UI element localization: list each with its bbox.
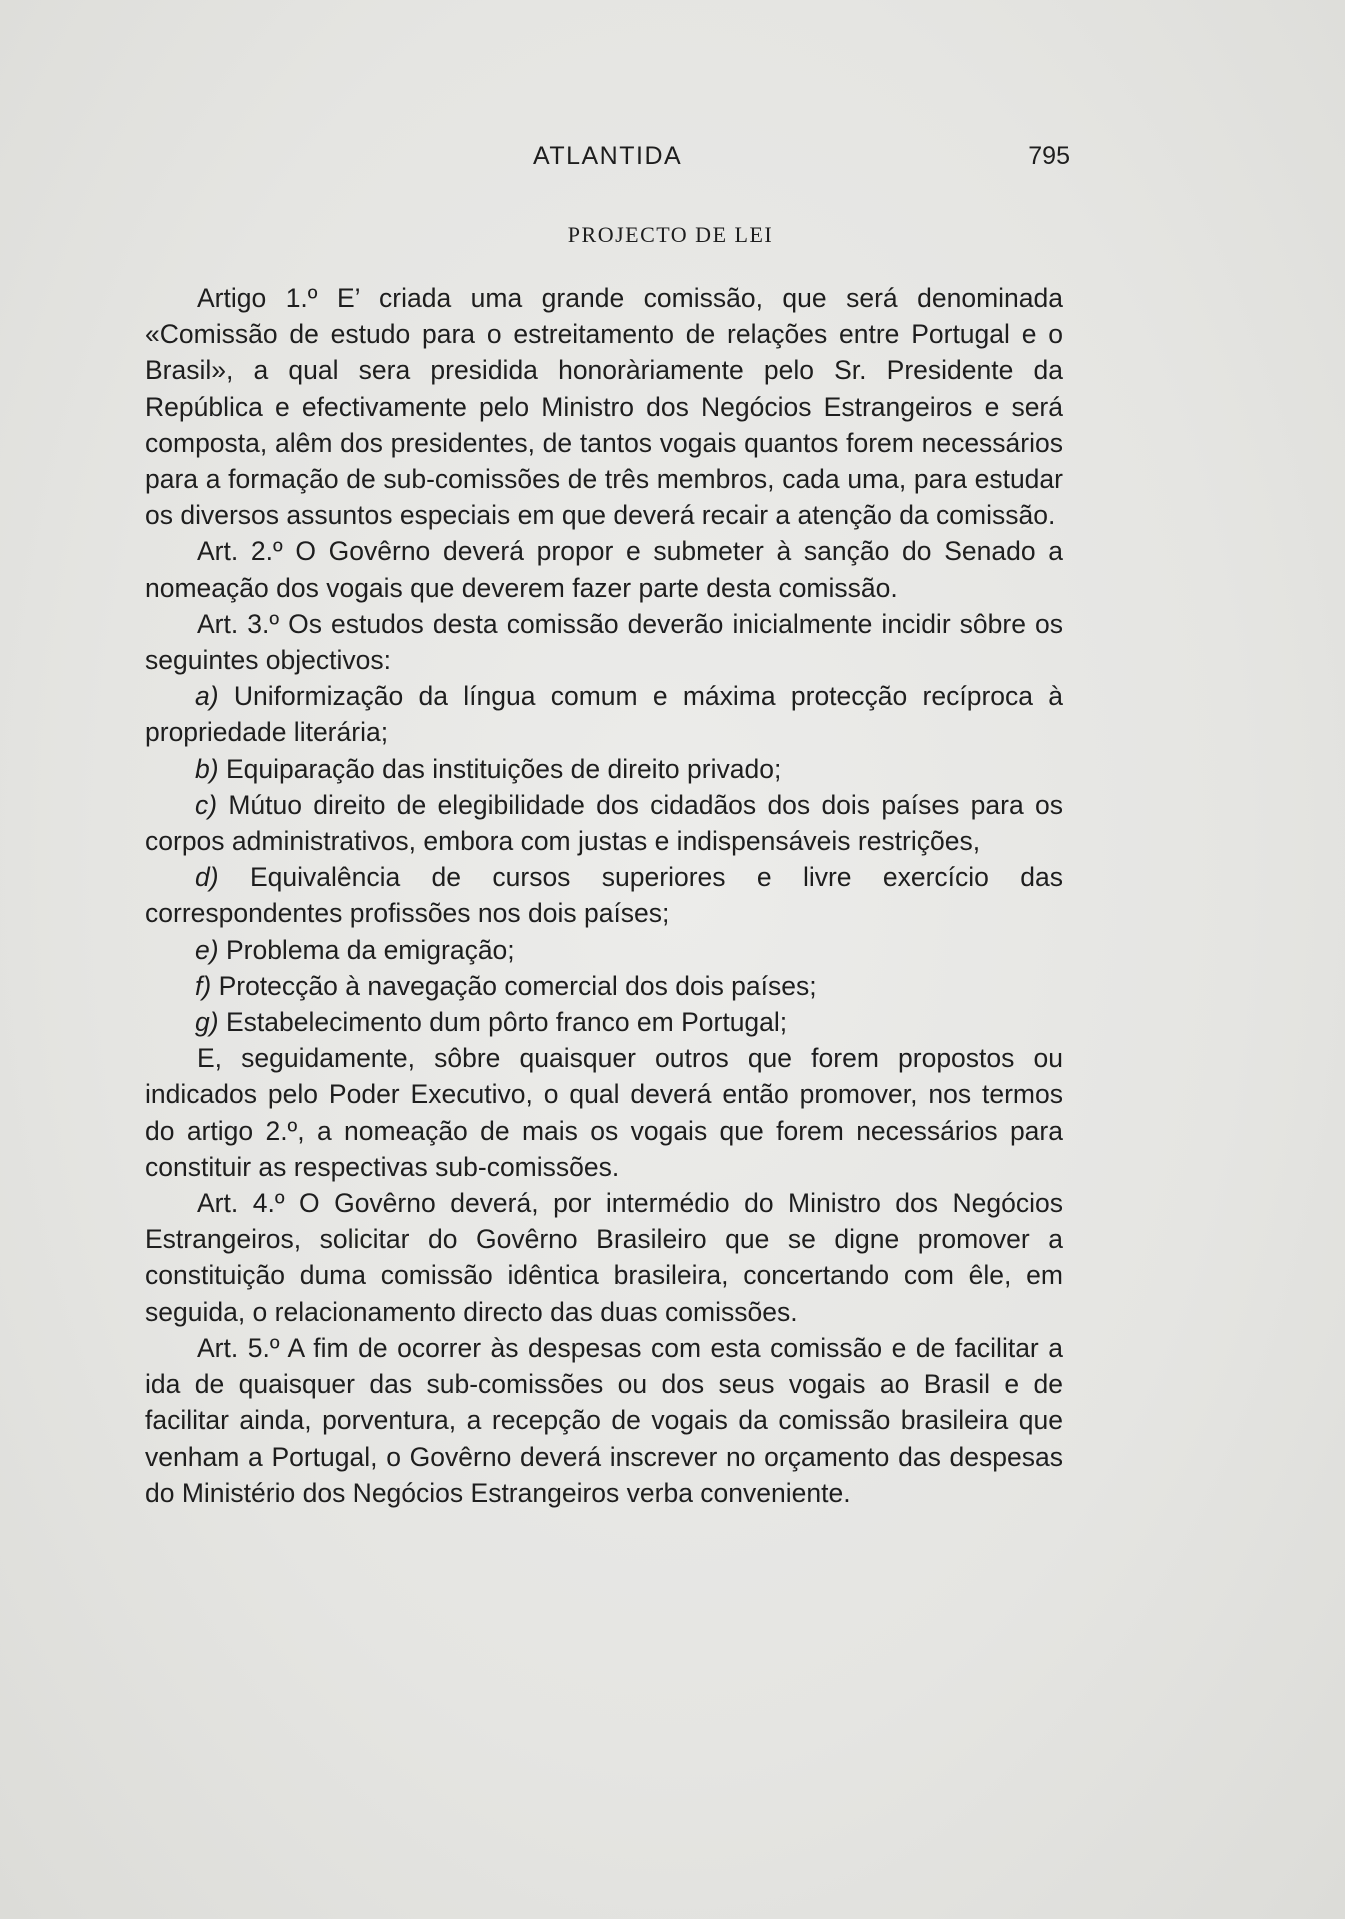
article-2: Art. 2.º O Govêrno deverá propor e submeter à sanção do Senado a nomeação dos vogais que deverem fazer parte desta comissão. [145,536,1063,603]
item-text: Uniformização da língua comum e máxima protecção recíproca à propriedade literária; [145,681,1063,748]
item-text: Problema da emigração; [225,934,515,965]
article-4: Art. 4.º O Govêrno deverá, por intermédio do Ministro dos Negócios Estrangeiros, solicitar do Govêrno Brasileiro que se digne promover a constituição duma comissão idêntica brasileira, concertando com êle, em seguida, o relacionamento directo das duas comissões. [145,1188,1063,1327]
item-letter: g) [195,1007,219,1038]
article-1: Artigo 1.º E’ criada uma grande comissão, que será denominada «Comissão de estudo para o estreitamento de relações entre Portugal e o Brasil», a qual sera presidida honoràriamente pelo Sr. Presidente da República e efectivamente pelo Ministro dos Negócios Estrangeiros e será composta, alêm dos presidentes, de tantos vogais quantos forem necessários para a formação de sub-comissões de três membros, cada uma, para estudar os diversos assuntos especiais em que deverá recair a atenção da comissão. [145,283,1063,531]
item-letter: c) [195,789,218,820]
list-item-c [145,787,1063,859]
item-letter: e) [195,934,219,965]
running-title: ATLANTIDA [533,142,683,170]
item-letter: f) [195,970,212,1001]
list-item-b [145,751,1063,787]
item-text: Protecção à navegação comercial dos dois países; [218,970,817,1001]
item-letter: d) [195,862,219,893]
item-text: Mútuo direito de elegibilidade dos cidadãos dos dois países para os corpos administrativos, embora com justas e indispensáveis restrições, [145,789,1063,857]
section-heading: PROJECTO DE LEI [567,222,774,247]
list-item-e [145,932,1063,968]
list-item-d [145,859,1063,931]
item-text: Equiparação das instituições de direito privado; [225,753,782,784]
article-3: Art. 3.º Os estudos desta comissão deverão inicialmente incidir sôbre os seguintes objectivos: [145,608,1063,676]
list-item-a [145,678,1063,750]
list-item-f [145,968,1063,1004]
page-number: 795 [1028,142,1070,170]
body-text [145,280,1063,1511]
list-item-g [145,1004,1063,1040]
item-letter: b) [195,753,219,784]
item-text: Estabelecimento dum pôrto franco em Portugal; [225,1007,788,1038]
article-3-closing: E, seguidamente, sôbre quaisquer outros que forem propostos ou indicados pelo Poder Executivo, o qual deverá então promover, nos termos do artigo 2.º, a nomeação de mais os vogais que forem necessários para constituir as respectivas sub-comissões. [145,1043,1063,1182]
item-text: Equivalência de cursos superiores e livre exercício das correspondentes profissões nos dois países; [145,862,1063,929]
item-letter: a) [195,681,219,712]
page-header [145,142,1070,178]
article-5: Art. 5.º A fim de ocorrer às despesas com esta comissão e de facilitar a ida de quaisquer das sub-comissões ou dos seus vogais ao Brasil e de facilitar ainda, porventura, a recepção de vogais da comissão brasileira que venham a Portugal, o Govêrno deverá inscrever no orçamento das despesas do Ministério dos Negócios Estrangeiros verba conveniente. [145,1332,1063,1508]
